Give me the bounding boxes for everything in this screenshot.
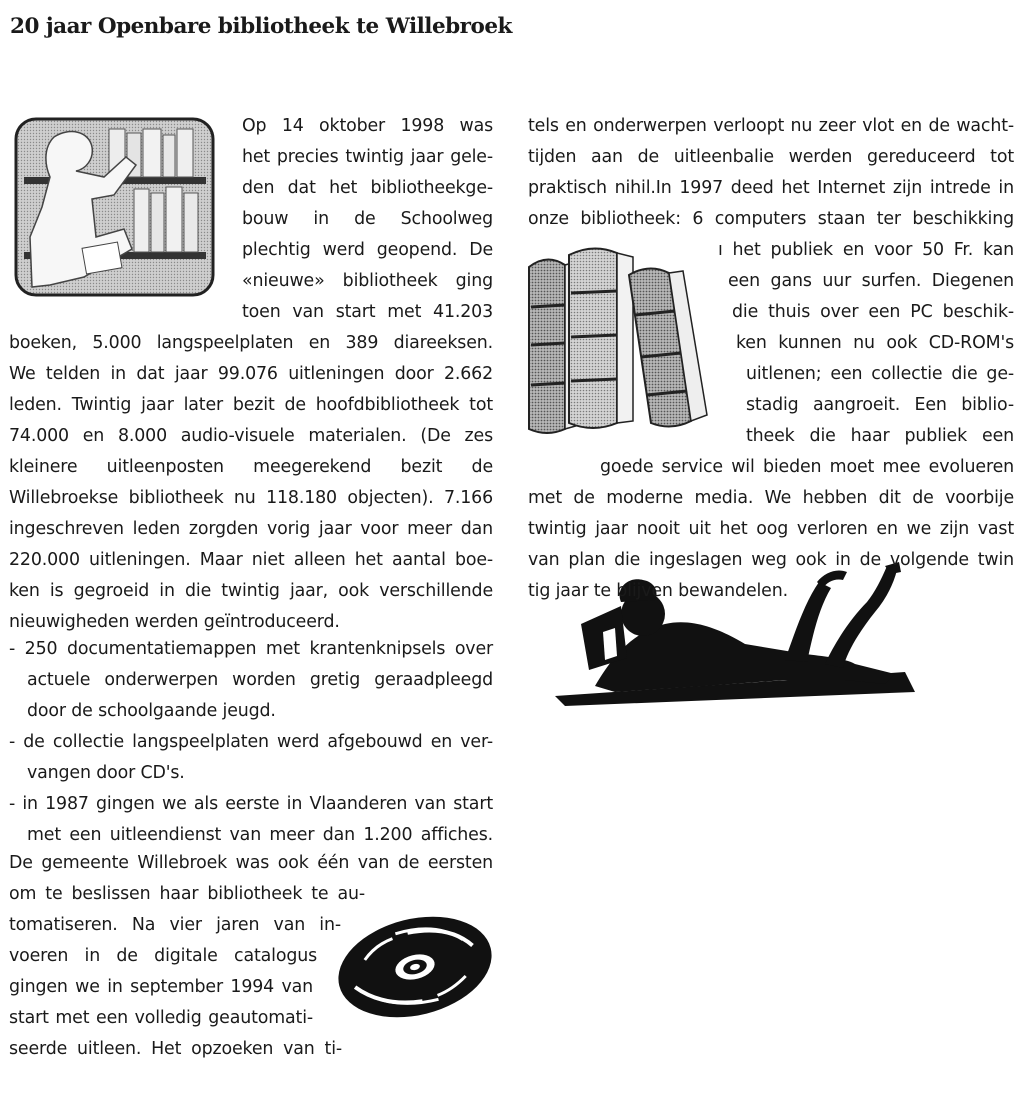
left-line: Willebroekse bibliotheek nu 118.180 objecten). 7.166 — [9, 488, 493, 508]
left-line: bouw in de Schoolweg — [242, 209, 493, 229]
right-line: met de moderne media. We hebben dit de voorbije — [528, 488, 1014, 508]
bullet-line: - de collectie langspeelplaten werd afgebouwd en ver- — [9, 732, 493, 752]
right-line: een gans uur surfen. Diegenen — [728, 271, 1014, 291]
right-line: tijden aan de uitleenbalie werden gereduceerd tot — [528, 147, 1014, 167]
left-line: kleinere uitleenposten meegerekend bezit de — [9, 457, 493, 477]
left-line: 220.000 uitleningen. Maar niet alleen het aantal boe- — [9, 550, 493, 570]
library-reader-icon — [14, 117, 215, 297]
right-line: goede service wil bieden moet mee evolueren — [600, 457, 1014, 477]
left-line: gingen we in september 1994 van — [9, 977, 313, 997]
cd-disc-icon — [334, 908, 496, 1026]
left-line: 74.000 en 8.000 audio-visuele materialen. (De zes — [9, 426, 493, 446]
left-line: plechtig werd geopend. De — [242, 240, 493, 260]
left-line: leden. Twintig jaar later bezit de hoofdbibliotheek tot — [9, 395, 493, 415]
right-line: twintig jaar nooit uit het oog verloren en we zijn vast — [528, 519, 1014, 539]
left-line: den dat het bibliotheekge- — [242, 178, 493, 198]
right-line: onze bibliotheek: 6 computers staan ter beschikking — [528, 209, 1014, 229]
left-line: voeren in de digitale catalogus — [9, 946, 317, 966]
bullet-line: door de schoolgaande jeugd. — [27, 701, 276, 721]
left-line: tomatiseren. Na vier jaren van in- — [9, 915, 341, 935]
left-line: We telden in dat jaar 99.076 uitleningen door 2.662 — [9, 364, 493, 384]
right-line: tig jaar te blijven bewandelen. — [528, 581, 788, 601]
right-line: van plan die ingeslagen weg ook in de volgende twin — [528, 550, 1014, 570]
books-icon — [525, 245, 730, 435]
left-line: om te beslissen haar bibliotheek te au- — [9, 884, 365, 904]
right-line: praktisch nihil.In 1997 deed het Internet zijn intrede in — [528, 178, 1014, 198]
left-line: Op 14 oktober 1998 was — [242, 116, 493, 136]
left-line: «nieuwe» bibliotheek ging — [242, 271, 493, 291]
bullet-line: vangen door CD's. — [27, 763, 185, 783]
left-line: start met een volledig geautomati- — [9, 1008, 313, 1028]
right-line: theek die haar publiek een — [746, 426, 1014, 446]
left-line: boeken, 5.000 langspeelplaten en 389 diareeksen. — [9, 333, 493, 353]
left-line: ingeschreven leden zorgden vorig jaar voor meer dan — [9, 519, 493, 539]
left-line: het precies twintig jaar gele- — [242, 147, 493, 167]
bullet-line: actuele onderwerpen worden gretig geraadpleegd — [27, 670, 493, 690]
page-title: 20 jaar Openbare bibliotheek te Willebroek — [10, 14, 512, 39]
right-line: ı het publiek en voor 50 Fr. kan — [718, 240, 1014, 260]
right-line: tels en onderwerpen verloopt nu zeer vlot en de wacht- — [528, 116, 1014, 136]
left-line: ken is gegroeid in die twintig jaar, ook verschillende — [9, 581, 493, 601]
right-line: stadig aangroeit. Een biblio- — [746, 395, 1014, 415]
left-line: De gemeente Willebroek was ook één van de eersten — [9, 853, 493, 873]
left-line: nieuwigheden werden geïntroduceerd. — [9, 612, 340, 632]
right-line: die thuis over een PC beschik- — [732, 302, 1014, 322]
left-line: toen van start met 41.203 — [242, 302, 493, 322]
bullet-line: - 250 documentatiemappen met krantenknipsels over — [9, 639, 493, 659]
left-line: seerde uitleen. Het opzoeken van ti- — [9, 1039, 342, 1059]
right-line: ken kunnen nu ook CD-ROM's — [736, 333, 1014, 353]
bullet-line: - in 1987 gingen we als eerste in Vlaanderen van start — [9, 794, 493, 814]
bullet-line: met een uitleendienst van meer dan 1.200 affiches. — [27, 825, 493, 845]
right-line: uitlenen; een collectie die ge- — [746, 364, 1014, 384]
